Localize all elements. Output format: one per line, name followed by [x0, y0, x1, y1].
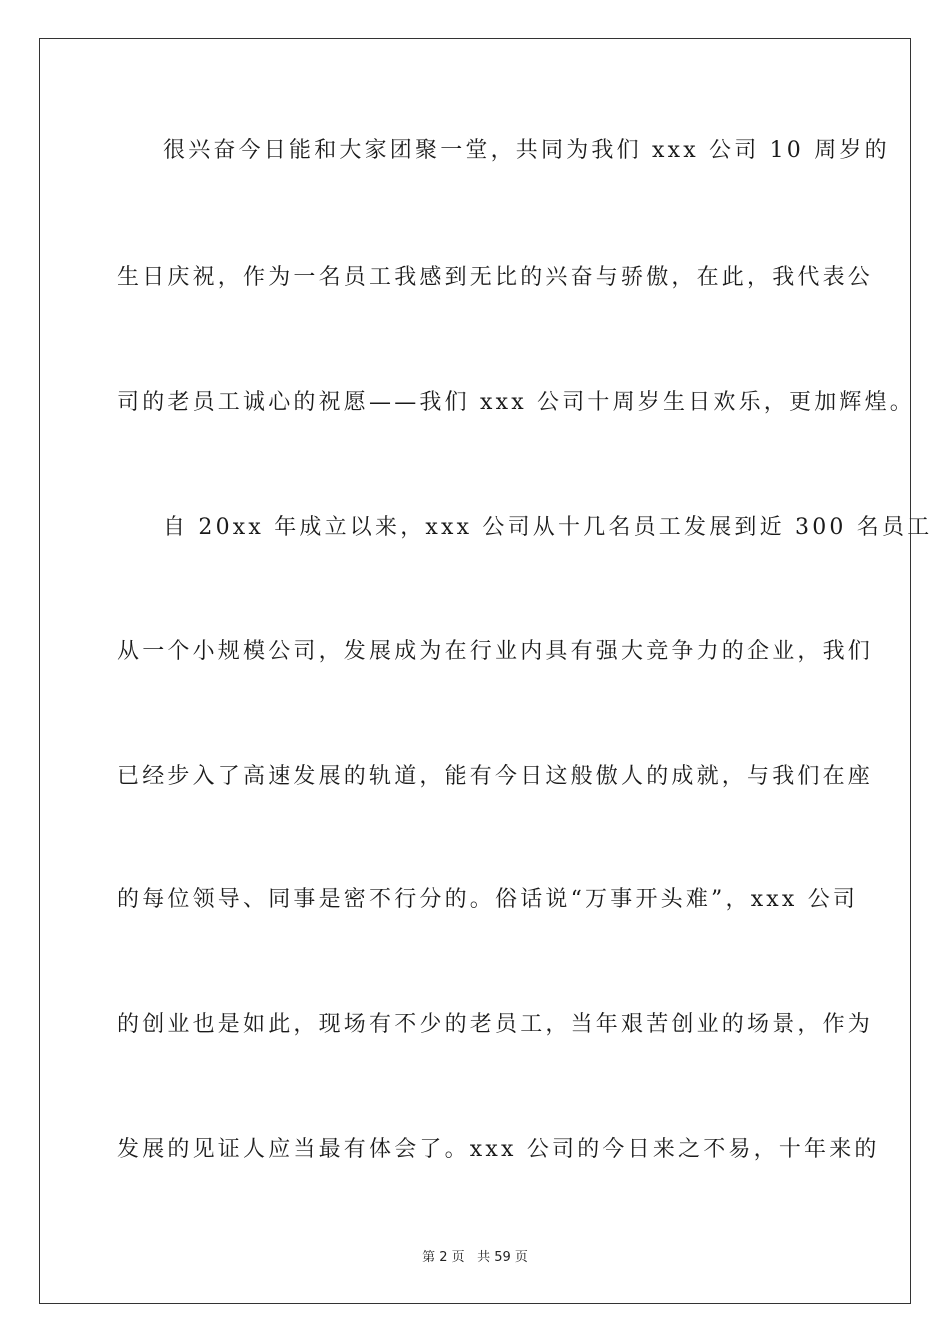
paragraph-2-line-1: 自 20xx 年成立以来，xxx 公司从十几名员工发展到近 300 名员工: [163, 515, 933, 540]
paragraph-1-line-3: 司的老员工诚心的祝愿——我们 xxx 公司十周岁生日欢乐，更加辉煌。: [117, 390, 916, 415]
paragraph-2-line-3: 已经步入了高速发展的轨道，能有今日这般傲人的成就，与我们在座: [117, 764, 874, 789]
page-footer: [0, 1246, 950, 1265]
paragraph-2-line-5: 的创业也是如此，现场有不少的老员工，当年艰苦创业的场景，作为: [117, 1012, 874, 1037]
paragraph-2-line-4: 的每位领导、同事是密不行分的。俗话说“万事开头难”，xxx 公司: [117, 887, 859, 912]
paragraph-1-line-2: 生日庆祝，作为一名员工我感到无比的兴奋与骄傲，在此，我代表公: [117, 265, 874, 290]
paragraph-2-line-2: 从一个小规模公司，发展成为在行业内具有强大竞争力的企业，我们: [117, 639, 874, 664]
paragraph-1-line-1: 很兴奋今日能和大家团聚一堂，共同为我们 xxx 公司 10 周岁的: [163, 138, 890, 163]
page-border: [39, 38, 933, 1304]
paragraph-2-line-6: 发展的见证人应当最有体会了。xxx 公司的今日来之不易，十年来的: [117, 1137, 880, 1162]
page-total: 共 59 页: [477, 1250, 528, 1265]
page-number: 第 2 页: [422, 1250, 465, 1265]
